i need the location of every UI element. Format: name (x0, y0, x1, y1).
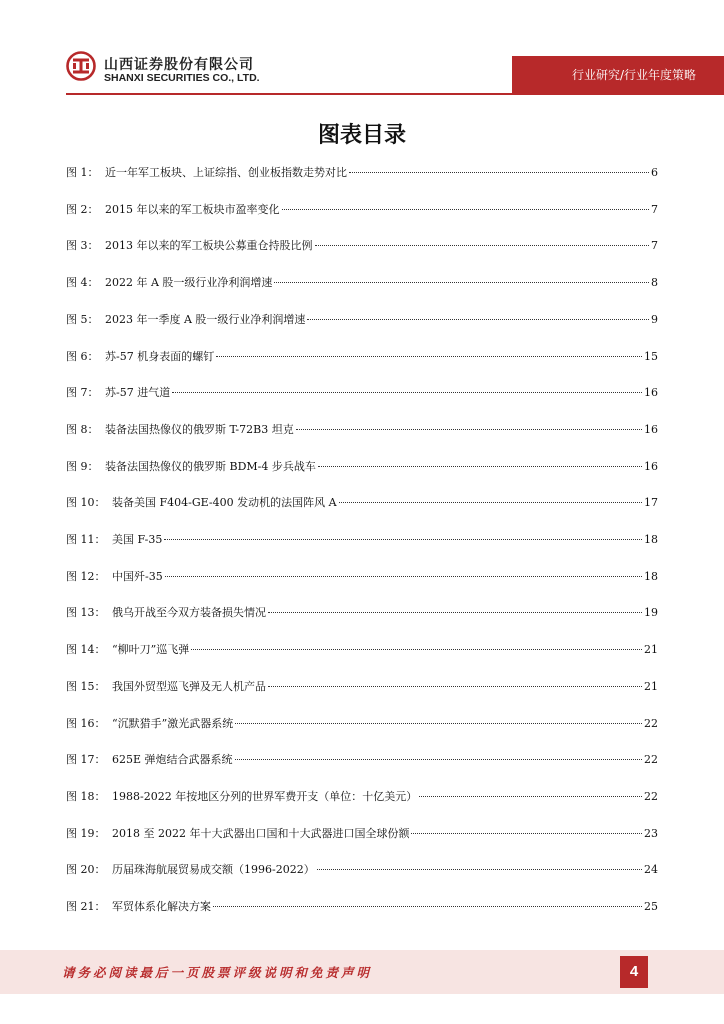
toc-entry-label: 图 3： (66, 239, 99, 253)
toc-entry-page: 22 (644, 789, 658, 803)
toc-entry-title: 装备美国 F404-GE-400 发动机的法国阵风 A (112, 496, 337, 510)
toc-entry[interactable] (66, 164, 658, 184)
toc-entry[interactable] (66, 604, 658, 624)
toc-entry-label: 图 13： (66, 606, 106, 620)
toc-dot-leader (419, 795, 642, 797)
toc-entry-title: 2018 至 2022 年十大武器出口国和十大武器进口国全球份额 (112, 826, 410, 840)
toc-dot-leader (268, 685, 642, 687)
page-title: 图表目录 (317, 123, 406, 148)
toc-entry-page: 7 (651, 239, 658, 253)
toc-entry-label: 图 4： (66, 276, 99, 290)
toc-entry-page: 18 (644, 569, 658, 583)
toc-dot-leader (411, 832, 642, 834)
toc-entry-page: 21 (644, 643, 658, 657)
page-footer (0, 950, 724, 994)
toc-entry-label: 图 8： (66, 422, 99, 436)
toc-entry[interactable] (66, 568, 658, 588)
toc-dot-leader (268, 611, 642, 613)
toc-entry-title: 2023 年一季度 A 股一级行业净利润增速 (105, 312, 306, 326)
toc-entry-label: 图 12： (66, 569, 106, 583)
toc-entry-title: 625E 弹炮结合武器系统 (112, 753, 233, 767)
toc-dot-leader (191, 648, 642, 650)
toc-entry-page: 22 (644, 753, 658, 767)
toc-entry-page: 24 (644, 863, 658, 877)
toc-entry[interactable] (66, 678, 658, 698)
toc-entry-title: 军贸体系化解决方案 (112, 900, 211, 913)
toc-entry[interactable] (66, 715, 658, 735)
toc-entry-title: 近一年军工板块、上证综指、创业板指数走势对比 (105, 166, 347, 179)
toc-dot-leader (213, 905, 642, 907)
toc-dot-leader (172, 391, 642, 393)
header-divider (66, 93, 724, 95)
toc-entry-page: 7 (651, 202, 658, 216)
toc-entry-label: 图 16： (66, 716, 106, 730)
toc-entry-page: 17 (644, 496, 658, 510)
toc-entry-page: 16 (644, 386, 658, 400)
toc-entry-title: 装备法国热像仪的俄罗斯 T-72B3 坦克 (105, 422, 294, 436)
toc-entry[interactable] (66, 237, 658, 257)
toc-entry-title: 历届珠海航展贸易成交额（1996-2022） (112, 863, 315, 877)
toc-dot-leader (282, 208, 650, 210)
toc-entry-label: 图 17： (66, 753, 106, 767)
toc-entry-page: 16 (644, 422, 658, 436)
toc-entry-title: 中国歼-35 (112, 569, 163, 583)
toc-entry[interactable] (66, 311, 658, 331)
toc-entry-label: 图 11： (66, 533, 106, 546)
toc-entry-title: 1988-2022 年按地区分列的世界军费开支（单位：十亿美元） (112, 789, 418, 803)
toc-entry-page: 19 (644, 606, 658, 620)
toc-dot-leader (317, 868, 642, 870)
toc-dot-leader (318, 465, 642, 467)
toc-entry[interactable] (66, 274, 658, 294)
toc-entry-page: 9 (651, 312, 658, 326)
company-name-cn: 山西证券股份有限公司 (104, 57, 254, 73)
toc-entry[interactable] (66, 861, 658, 881)
toc-entry-title: 美国 F-35 (112, 533, 163, 546)
toc-entry[interactable] (66, 348, 658, 368)
toc-entry-label: 图 1： (66, 166, 99, 179)
toc-entry-title: 2013 年以来的军工板块公募重仓持股比例 (105, 239, 313, 253)
toc-entry[interactable] (66, 494, 658, 514)
toc-entry[interactable] (66, 898, 658, 918)
disclaimer-note: 请务必阅读最后一页股票评级说明和免责声明 (62, 965, 373, 980)
toc-entry-title: 我国外贸型巡飞弹及无人机产品 (112, 679, 266, 693)
toc-entry-title: 2015 年以来的军工板块市盈率变化 (105, 202, 280, 216)
toc-dot-leader (339, 501, 642, 503)
toc-entry-title: “柳叶刀”巡飞弹 (112, 643, 190, 657)
toc-entry[interactable] (66, 531, 658, 551)
toc-entry-title: 苏-57 进气道 (105, 386, 171, 400)
company-name-en: SHANXI SECURITIES CO., LTD. (104, 72, 260, 84)
toc-entry-page: 22 (644, 716, 658, 730)
toc-entry-page: 6 (651, 166, 658, 179)
toc-entry-title: 俄乌开战至今双方装备损失情况 (112, 606, 266, 620)
toc-entry-page: 8 (651, 276, 658, 290)
toc-entry-label: 图 19： (66, 826, 106, 840)
toc-entry-label: 图 14： (66, 643, 106, 657)
toc-dot-leader (235, 758, 642, 760)
toc-entry-label: 图 21： (66, 900, 106, 913)
toc-entry[interactable] (66, 384, 658, 404)
toc-entry-title: 苏-57 机身表面的螺钉 (105, 349, 215, 363)
toc-entry-label: 图 20： (66, 863, 106, 877)
toc-entry-label: 图 6： (66, 349, 99, 363)
report-type: 行业研究/行业年度策略 (571, 68, 696, 82)
toc-entry-page: 16 (644, 459, 658, 473)
toc-dot-leader (349, 171, 649, 173)
toc-entry[interactable] (66, 458, 658, 478)
toc-dot-leader (296, 428, 642, 430)
report-type-band (512, 56, 724, 94)
toc-entry-label: 图 15： (66, 679, 106, 693)
toc-entry-page: 18 (644, 533, 658, 546)
company-logo-icon (66, 51, 96, 81)
toc-dot-leader (216, 355, 642, 357)
toc-dot-leader (315, 244, 650, 246)
toc-entry[interactable] (66, 751, 658, 771)
toc-dot-leader (165, 575, 642, 577)
toc-entry[interactable] (66, 825, 658, 845)
toc-entry-page: 23 (644, 826, 658, 840)
toc-entry[interactable] (66, 641, 658, 661)
toc-entry-page: 21 (644, 679, 658, 693)
toc-entry-label: 图 9： (66, 459, 99, 473)
toc-entry-page: 15 (644, 349, 658, 363)
toc-entry-label: 图 10： (66, 496, 106, 510)
toc-entry-label: 图 18： (66, 789, 106, 803)
toc-entry-label: 图 2： (66, 202, 99, 216)
toc-dot-leader (164, 538, 642, 540)
toc-dot-leader (235, 722, 642, 724)
toc-entry-title: 2022 年 A 股一级行业净利润增速 (105, 276, 273, 290)
toc-entry-page: 25 (644, 900, 658, 913)
toc-dot-leader (307, 318, 649, 320)
page-header (0, 0, 724, 100)
toc-entry-title: 装备法国热像仪的俄罗斯 BDM-4 步兵战车 (105, 459, 316, 473)
page-number: 4 (620, 956, 648, 988)
toc-entry[interactable] (66, 201, 658, 221)
toc-entry-label: 图 5： (66, 312, 99, 326)
toc-entry[interactable] (66, 421, 658, 441)
toc-entry-label: 图 7： (66, 386, 99, 400)
toc-entry-title: “沉默猎手”激光武器系统 (112, 716, 234, 730)
toc-dot-leader (274, 281, 649, 283)
toc-entry[interactable] (66, 788, 658, 808)
